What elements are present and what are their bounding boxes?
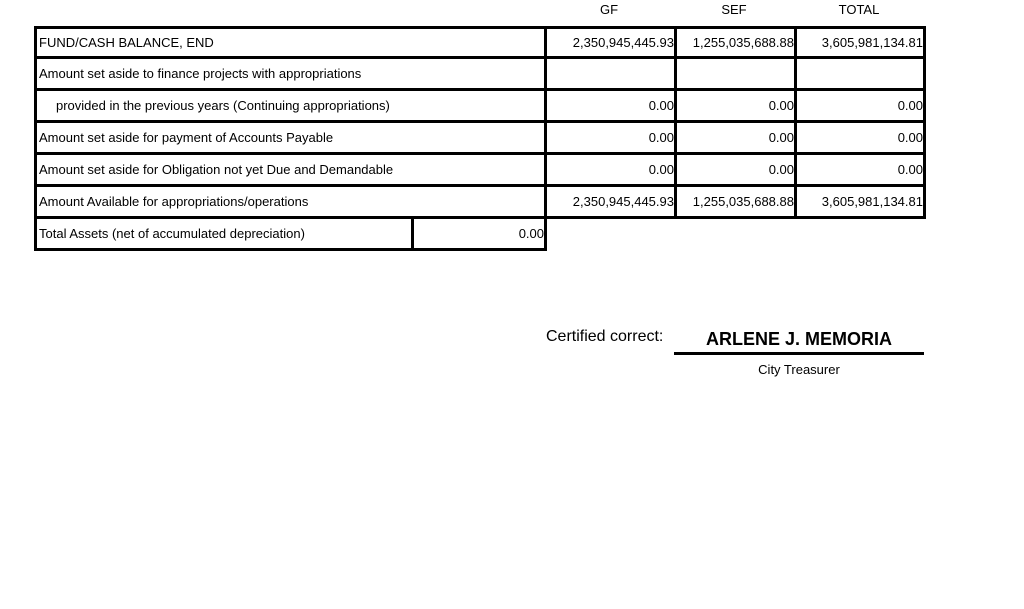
total-value: 0.00 (794, 88, 926, 123)
column-header-total: TOTAL (838, 2, 880, 17)
signatory-title: City Treasurer (758, 362, 840, 377)
total-value: 0.00 (794, 152, 926, 187)
gf-value: 0.00 (544, 120, 677, 155)
gf-value: 2,350,945,445.93 (544, 26, 677, 59)
row-label: Amount set aside for payment of Accounts Payable (34, 120, 547, 155)
sef-value: 1,255,035,688.88 (674, 184, 797, 219)
row-label: provided in the previous years (Continuing appropriations) (34, 88, 547, 123)
sef-value: 0.00 (674, 120, 797, 155)
row-label: FUND/CASH BALANCE, END (34, 26, 547, 59)
row-label: Amount set aside for Obligation not yet Due and Demandable (34, 152, 547, 187)
gf-value: 0.00 (544, 152, 677, 187)
total-assets-label: Total Assets (net of accumulated depreciation) (34, 216, 414, 251)
sef-value (674, 56, 797, 91)
total-value: 3,605,981,134.81 (794, 184, 926, 219)
sef-value: 1,255,035,688.88 (674, 26, 797, 59)
gf-value: 0.00 (544, 88, 677, 123)
signatory-name: ARLENE J. MEMORIA (705, 329, 892, 349)
sef-value: 0.00 (674, 152, 797, 187)
total-assets-value: 0.00 (411, 216, 547, 251)
column-header-sef: SEF (721, 2, 747, 17)
gf-value: 2,350,945,445.93 (544, 184, 677, 219)
total-value: 3,605,981,134.81 (794, 26, 926, 59)
sef-value: 0.00 (674, 88, 797, 123)
signature-line (674, 352, 924, 355)
row-label: Amount set aside to finance projects with appropriations (34, 56, 547, 91)
row-label: Amount Available for appropriations/operations (34, 184, 547, 219)
total-value: 0.00 (794, 120, 926, 155)
gf-value (544, 56, 677, 91)
certified-correct-label: Certified correct: (546, 328, 664, 345)
column-header-gf: GF (599, 2, 619, 17)
total-value (794, 56, 926, 91)
